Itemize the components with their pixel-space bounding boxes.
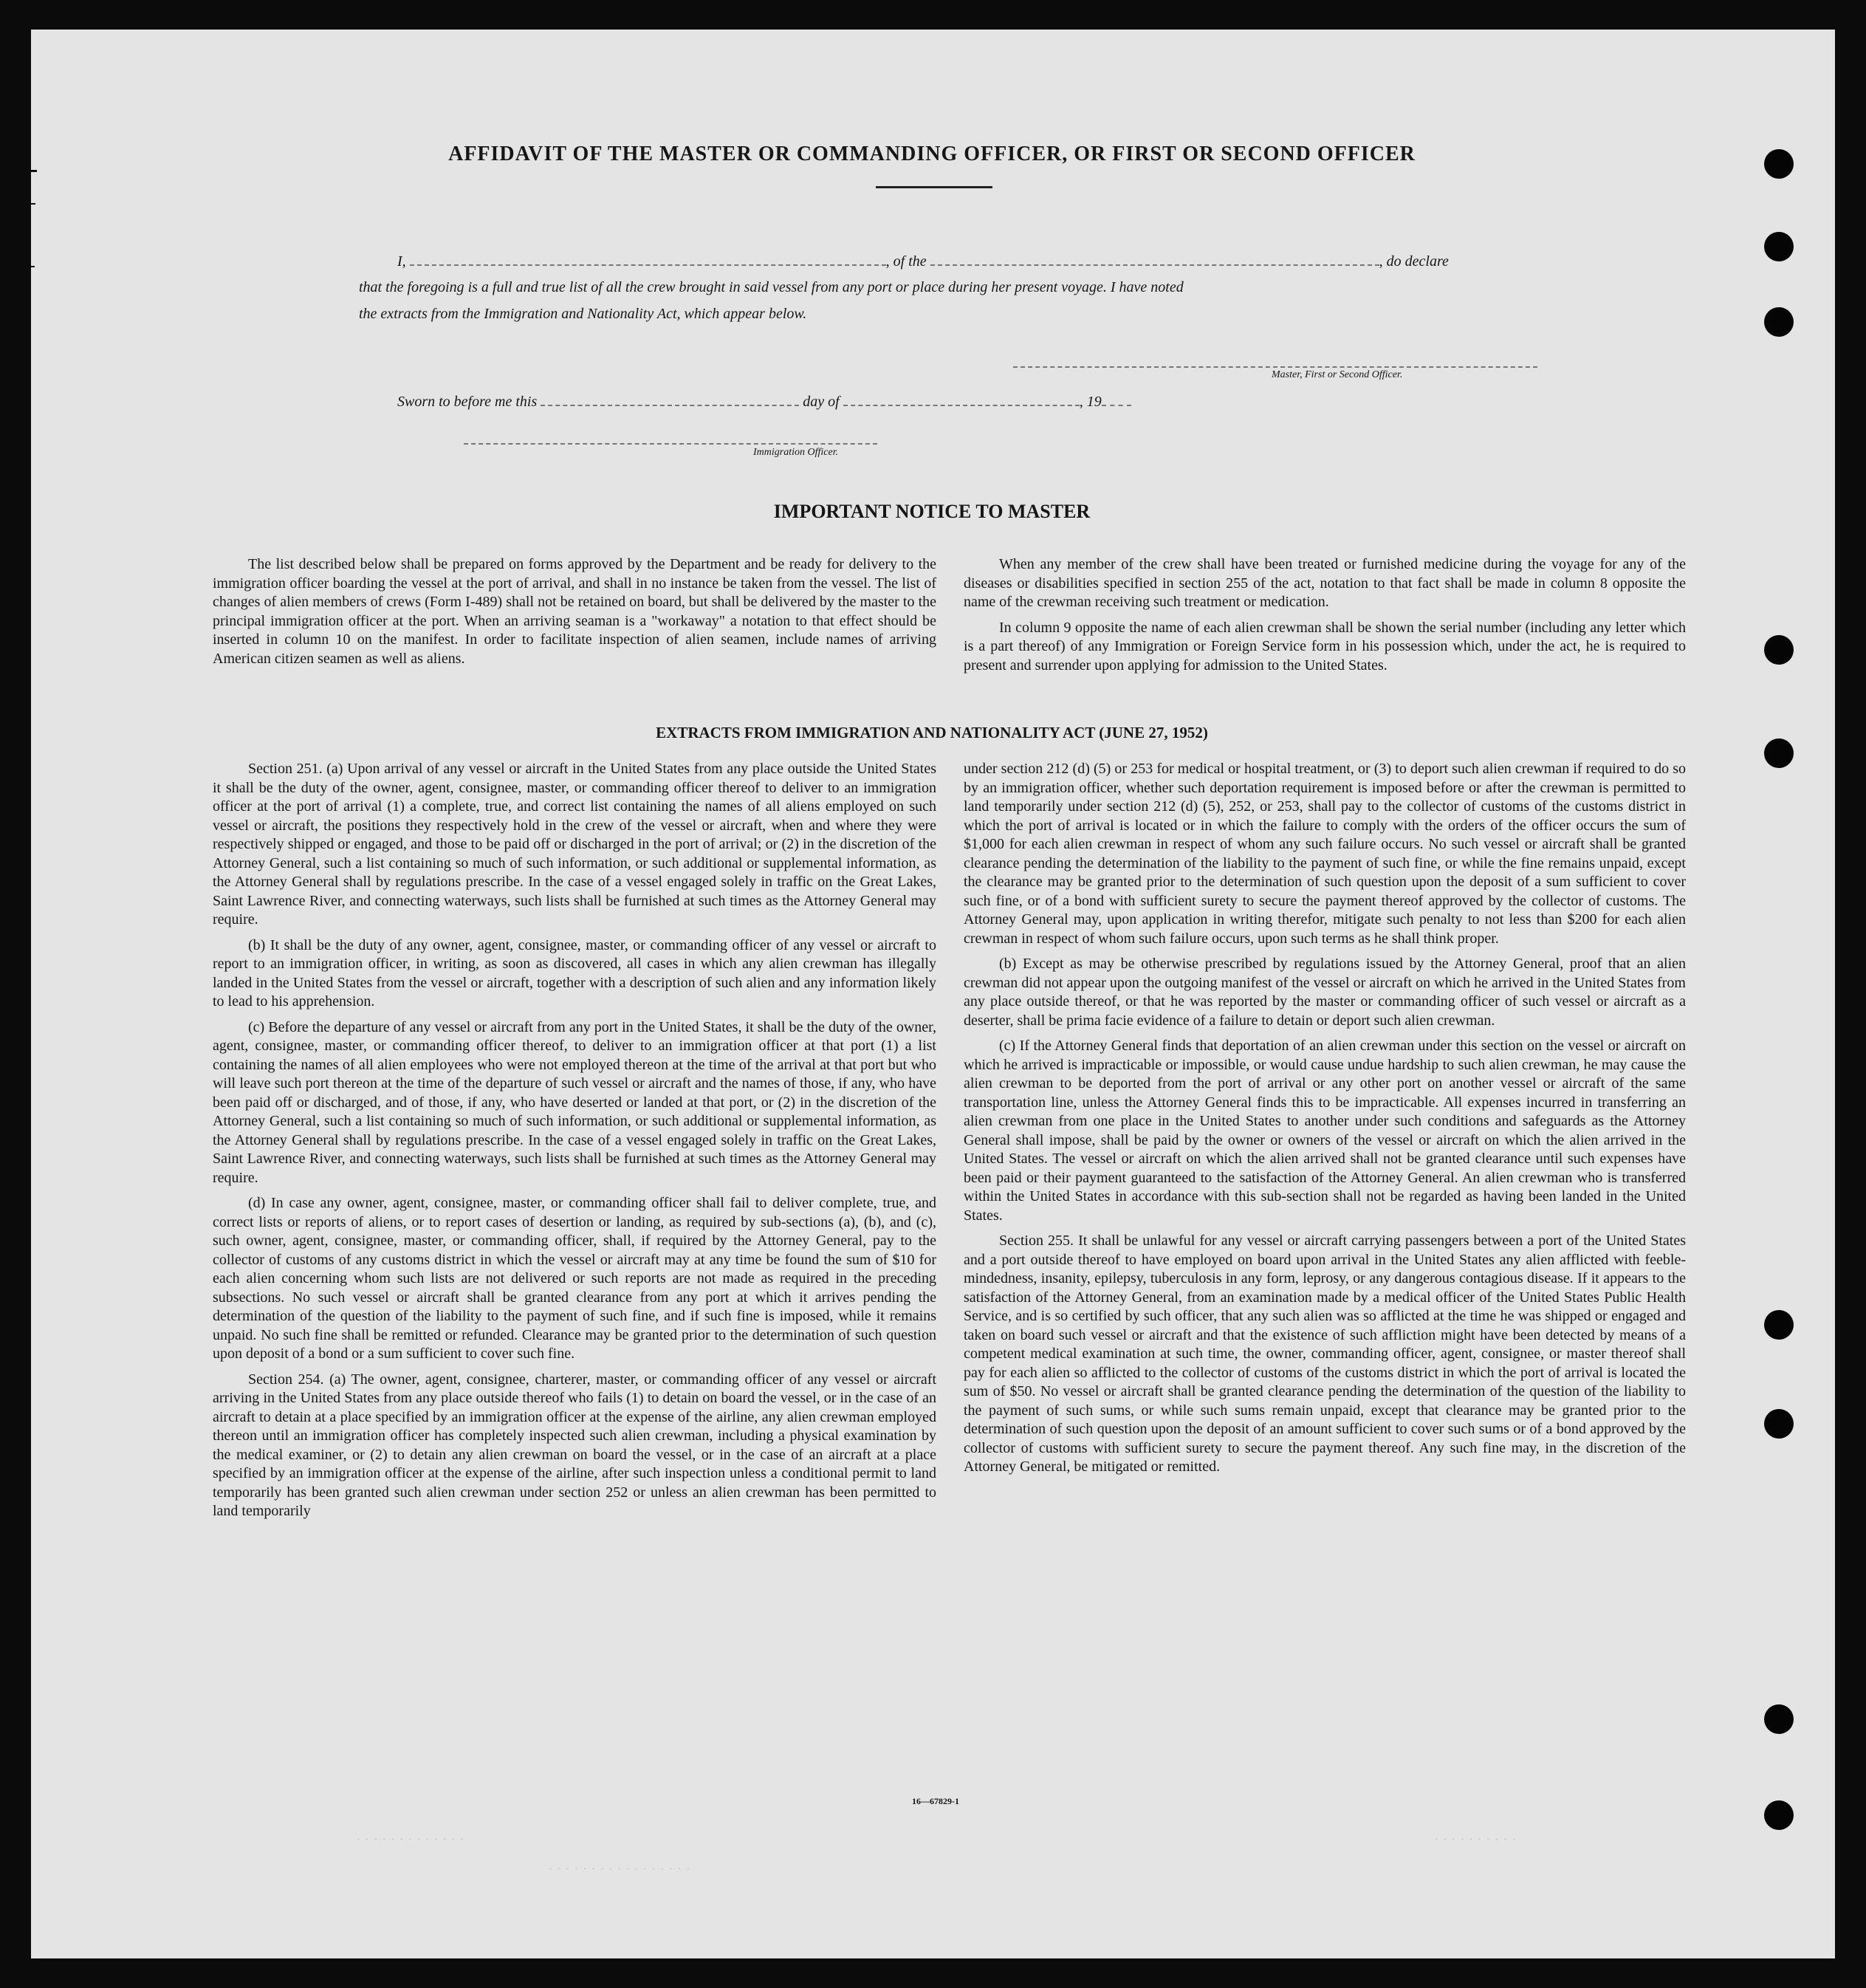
affidavit-of-the: , of the bbox=[885, 253, 927, 270]
sworn-month-blank[interactable] bbox=[843, 391, 1080, 406]
notice-paragraph: The list described below shall be prepared on forms approved by the Department and be ready for delivery to the immigration officer boarding the vessel at the port of arrival, and shall in no instance be taken from the vessel. The list of changes of alien members of crews (Form I-489) shall not be retained on board, but shall be delivered by the master to the principal immigration officer at the port. When an arriving seaman is a "workaway" a notation to that effect should be inserted in column 10 on the manifest. In order to facilitate inspection of alien seamen, include names of arriving American citizen seamen as well as aliens. bbox=[213, 556, 936, 667]
affidavit-line-2: that the foregoing is a full and true list of all the crew brought in said vessel from any port or place during her present voyage. I have noted bbox=[359, 279, 1184, 295]
edge-mark bbox=[31, 203, 35, 205]
day-of-text: day of bbox=[803, 394, 840, 410]
affidavit-line-1 bbox=[397, 251, 1449, 270]
section-paragraph: (b) Except as may be otherwise prescribed by regulations issued by the Attorney General, proof that an alien crewman did not appear upon the outgoing manifest of the vessel or aircraft on which he arrived in the United States from any place outside thereof, or that he was reported by the master or commanding officer of such vessel or aircraft as a deserter, shall be prima facie evidence of a failure to detain or deport such alien crewman. bbox=[964, 956, 1686, 1029]
year-prefix: , 19 bbox=[1079, 394, 1102, 410]
punch-hole bbox=[1764, 1704, 1794, 1734]
section-paragraph: (d) In case any owner, agent, consignee, master, or commanding officer shall fail to deliver complete, true, and correct lists or reports of aliens, or to report cases of desertion or landing, as required by sub-sections (a), (b), and (c), such owner, agent, consignee, master, or commanding officer, shall, if required by the Attorney General, pay to the collector of customs of any customs district in which the vessel or aircraft may at any time be found the sum of $10 for each alien concerning whom such lists are not delivered or such reports are not made as required in the preceding subsections. No such vessel or aircraft shall be granted clearance from any port at which it arrives pending the determination of the question of the liability to the payment of such fine, and if such fine is imposed, while it remains unpaid. No such fine shall be remitted or refunded. Clearance may be granted prior to the determination of such question upon deposit of a bond or a sum sufficient to cover such fine. bbox=[213, 1195, 936, 1362]
punch-hole bbox=[1764, 232, 1794, 261]
affidavit-i: I, bbox=[397, 253, 406, 270]
section-paragraph: Section 251. (a) Upon arrival of any vessel or aircraft in the United States from any place outside the United States it shall be the duty of the owner, agent, consignee, master, or commanding officer thereof to deliver to an immigration officer at the port of arrival (1) a complete, true, and correct list containing the names of all aliens employed on such vessel or aircraft, the positions they respectively hold in the crew of the vessel or aircraft, when and where they were respectively shipped or engaged, and those to be paid off or discharged in the port of arrival; or (2) in the discretion of the Attorney General, such a list containing so much of such information, or such additional or supplemental information, as the Attorney General shall by regulations prescribe. In the case of a vessel engaged solely in traffic on the Great Lakes, Saint Lawrence River, and connecting waterways, such lists shall be furnished at such times as the Attorney General may require. bbox=[213, 761, 936, 928]
section-paragraph: under section 212 (d) (5) or 253 for medical or hospital treatment, or (3) to deport such alien crewman if required to do so by an immigration officer, whether such deportation requirement is imposed before or after the crewman is permitted to land temporarily under section 212 (d) (5), 252, or 253, shall pay to the collector of customs of the customs district in which the port of arrival is located or in which the failure to comply with the orders of the officer occurs the sum of $1,000 for each alien crewman in respect of whom any such failure occurs. No such vessel or aircraft shall be granted clearance pending the determination of the liability to the payment of such fine, or while the fine remains unpaid, except the clearance may be granted prior to the determination of such question upon the deposit of a sum sufficient to cover such fine, or of a bond with sufficient surety to secure the payment thereof approved by the collector of customs. The Attorney General may, upon application in writing therefor, mitigate such penalty to not less than $200 for each alien crewman in respect of whom such failure occurs, upon such terms as he shall think proper. bbox=[964, 761, 1686, 947]
title-rule bbox=[876, 186, 992, 188]
punch-hole bbox=[1764, 307, 1794, 337]
notice-right-column bbox=[964, 555, 1686, 682]
bleed-through-mark: · · · · · · · · · · bbox=[1434, 1831, 1517, 1848]
master-caption: Master, First or Second Officer. bbox=[1272, 369, 1403, 380]
master-signature-line[interactable] bbox=[1013, 366, 1537, 368]
notice-left-column bbox=[213, 555, 936, 675]
section-paragraph: Section 255. It shall be unlawful for any vessel or aircraft carrying passengers between a port of the United States and a port outside thereof to have employed on board upon arrival in the United States any alien afflicted with feeble-mindedness, insanity, epilepsy, tuberculosis in any form, leprosy, or any dangerous contagious disease. If it appears to the satisfaction of the Attorney General, from an examination made by a medical officer of the United States Public Health Service, and is so certified by such officer, that any such alien was so afflicted at the time he was shipped or engaged and taken on board such vessel or aircraft and that the existence of such affliction might have been detected by means of a competent medical examination at such time, the owner, commanding officer, agent, consignee, or master thereof shall pay for each alien so afflicted to the collector of customs of the customs district in which the port of arrival is located the sum of $50. No vessel or aircraft shall be granted clearance pending the determination of the question of the liability to the payment of such sums, or while such sums remain unpaid, except that clearance may be granted prior to the determination of such question upon the deposit of an amount sufficient to cover such sums or of a bond approved by the collector of customs with sufficient surety to secure the payment thereof. Any such fine may, in the discretion of the Attorney General, be mitigated or remitted. bbox=[964, 1233, 1686, 1475]
section-paragraph: (b) It shall be the duty of any owner, agent, consignee, master, or commanding officer of any vessel or aircraft to report to an immigration officer, in writing, as soon as discovered, all cases in which any alien crewman has illegally landed in the United States from the vessel or aircraft, together with a description of such alien and any information likely to lead to his apprehension. bbox=[213, 936, 936, 1010]
punch-hole bbox=[1764, 1800, 1794, 1830]
extracts-right-column bbox=[964, 760, 1686, 1484]
immigration-officer-signature-line[interactable] bbox=[464, 443, 877, 445]
punch-hole bbox=[1764, 1310, 1794, 1340]
section-paragraph: (c) Before the departure of any vessel or aircraft from any port in the United States, it shall be the duty of the owner, agent, consignee, master, or commanding officer thereof, to deliver to an immigration officer at that port (1) a list containing the names of all alien employees who were not employed thereon at the time of the arrival at that port but who will leave such port thereon at the time of the departure of such vessel or aircraft and the names of those, if any, who have been paid off or discharged, and of those, if any, who have deserted or landed at that port, or (2) in the discretion of the Attorney General, such a list containing so much of such information, or such additional or supplemental information, as the Attorney General shall by regulations prescribe. In the case of a vessel engaged solely in traffic on the Great Lakes, Saint Lawrence River, and connecting waterways, such lists shall be furnished at such times as the Attorney General may require. bbox=[213, 1018, 936, 1186]
bleed-through-mark: · · · · · · · · · · · · · · · · · bbox=[548, 1861, 691, 1877]
immigration-officer-caption: Immigration Officer. bbox=[753, 447, 839, 458]
bleed-through-mark: · · · · · · · · · · · · · bbox=[356, 1831, 464, 1848]
punch-hole bbox=[1764, 1409, 1794, 1439]
affidavit-line-3: the extracts from the Immigration and Nationality Act, which appear below. bbox=[359, 306, 807, 322]
section-paragraph: Section 254. (a) The owner, agent, consignee, charterer, master, or commanding officer of any vessel or aircraft arriving in the United States from any place outside thereof who fails (1) to detain on board the vessel, or in the case of an aircraft to detain at a place specified by an immigration officer at the expense of the airline, any alien crewman employed thereon until an immigration officer has completely inspected such alien crewman, including a physical examination by the medical examiner, or (2) to detain any alien crewman on board the vessel, or in the case of an aircraft at a place specified by an immigration officer at the expense of the airline, after such inspection unless a conditional permit to land temporarily has been granted such alien crewman under section 252 or unless an alien crewman has been permitted to land temporarily bbox=[213, 1371, 936, 1519]
form-number: 16—67829-1 bbox=[912, 1796, 959, 1806]
extracts-left-column bbox=[213, 760, 936, 1528]
name-blank[interactable] bbox=[410, 251, 886, 266]
punch-hole bbox=[1764, 635, 1794, 665]
notice-paragraph: In column 9 opposite the name of each alien crewman shall be shown the serial number (including any letter which is a part thereof) of any Immigration or Foreign Service form in his possession which, under the act, he is required to present and surrender upon applying for admission to the United States. bbox=[964, 619, 1686, 673]
edge-mark bbox=[31, 170, 37, 172]
affidavit-do-declare: , do declare bbox=[1379, 253, 1449, 270]
notice-paragraph: When any member of the crew shall have been treated or furnished medicine during the voyage for any of the diseases or disabilities specified in section 255 of the act, notation to that fact shall be made in column 8 opposite the name of the crewman receiving such treatment or medication. bbox=[964, 556, 1686, 610]
notice-title: IMPORTANT NOTICE TO MASTER bbox=[773, 501, 1091, 522]
affidavit-title: AFFIDAVIT OF THE MASTER OR COMMANDING OFFICER, OR FIRST OR SECOND OFFICER bbox=[448, 143, 1416, 165]
vessel-blank[interactable] bbox=[930, 251, 1379, 266]
extracts-title: EXTRACTS FROM IMMIGRATION AND NATIONALITY ACT (JUNE 27, 1952) bbox=[656, 724, 1208, 741]
punch-hole bbox=[1764, 738, 1794, 768]
edge-mark bbox=[31, 266, 35, 267]
sworn-day-blank[interactable] bbox=[541, 391, 799, 406]
sworn-text: Sworn to before me this bbox=[397, 394, 538, 410]
sworn-line bbox=[397, 391, 1131, 411]
section-paragraph: (c) If the Attorney General finds that deportation of an alien crewman under this section on the vessel or aircraft on which he arrived is impracticable or impossible, or would cause undue hardship to such alien crewman, he may cause the alien crewman to be deported from the port of arrival or any other port on another vessel or aircraft of the same transportation line, unless the Attorney General finds this to be impracticable. All expenses incurred in transferring an alien crewman from one place in the United States to another under such conditions and safeguards as the Attorney General shall impose, shall be paid by the owner or owners of the vessel or aircraft on which the alien arrived in the United States. The vessel or aircraft on which the alien arrived shall not be granted clearance until such expenses have been paid or their payment guaranteed to the satisfaction of the Attorney General. An alien crewman who is transferred within the United States in accordance with this sub-section shall not be regarded as having been landed in the United States. bbox=[964, 1038, 1686, 1224]
sworn-year-blank[interactable] bbox=[1102, 391, 1131, 406]
document-page bbox=[31, 30, 1835, 1958]
punch-hole bbox=[1764, 149, 1794, 179]
